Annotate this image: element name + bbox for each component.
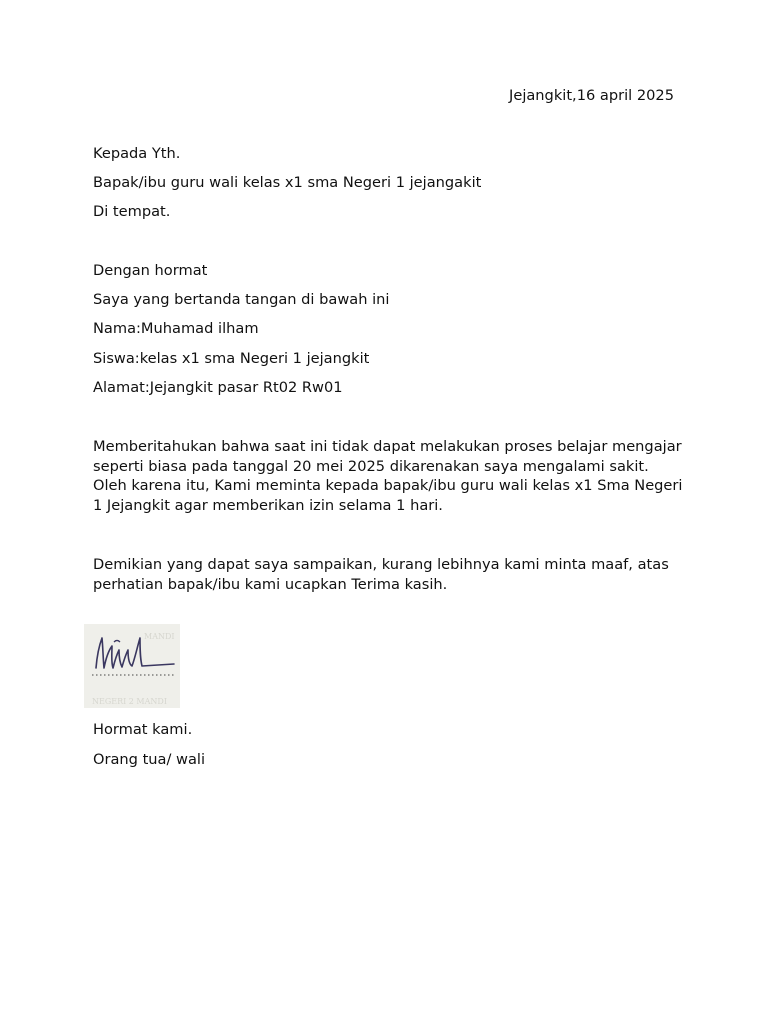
sign-off: Hormat kami. bbox=[93, 721, 193, 738]
signer-title: Orang tua/ wali bbox=[93, 751, 206, 768]
signature-graphic bbox=[84, 624, 180, 708]
identity-name: Nama:Muhamad ilham bbox=[93, 320, 259, 337]
intro-line: Saya yang bertanda tangan di bawah ini bbox=[93, 291, 390, 308]
recipient-location: Di tempat. bbox=[93, 203, 171, 220]
recipient-addressee: Bapak/ibu guru wali kelas x1 sma Negeri 1 jejangakit bbox=[93, 174, 482, 191]
watermark-top: MANDI bbox=[144, 632, 175, 641]
watermark-bottom: NEGERI 2 MANDI bbox=[92, 697, 167, 706]
identity-student: Siswa:kelas x1 sma Negeri 1 jejangkit bbox=[93, 350, 370, 367]
signature-image bbox=[84, 624, 180, 708]
body-paragraph: Memberitahukan bahwa saat ini tidak dapat melakukan proses belajar mengajar seperti biasa pada tanggal 20 mei 2025 dikarenakan saya mengalami sakit. Oleh karena itu, Kami meminta kepada bapak/ibu guru wali kelas x1 Sma Negeri 1 Jejangkit agar memberikan izin selama 1 hari. bbox=[93, 438, 683, 514]
salutation: Dengan hormat bbox=[93, 262, 208, 279]
closing-paragraph: Demikian yang dapat saya sampaikan, kurang lebihnya kami minta maaf, atas perhatian bapak/ibu kami ucapkan Terima kasih. bbox=[93, 556, 669, 593]
recipient-greeting: Kepada Yth. bbox=[93, 145, 181, 162]
identity-address: Alamat:Jejangkit pasar Rt02 Rw01 bbox=[93, 379, 343, 396]
letter-date: Jejangkit,16 april 2025 bbox=[509, 87, 674, 104]
